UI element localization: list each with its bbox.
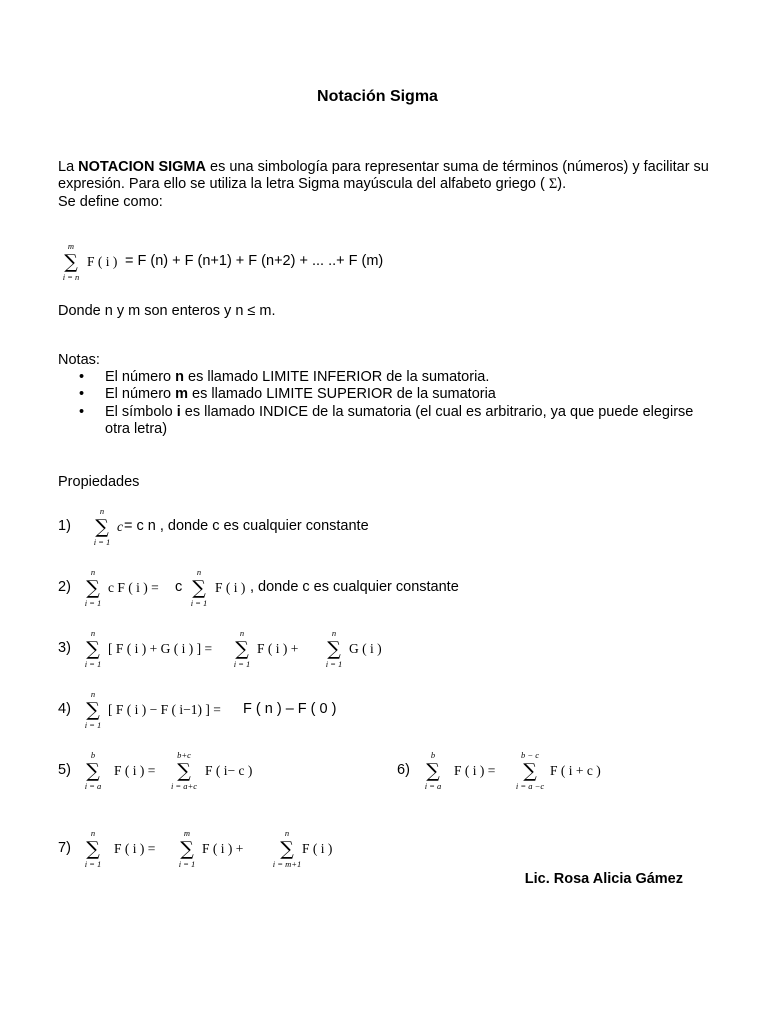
definition-rhs: = F (n) + F (n+1) + F (n+2) + ... ..+ F (m) bbox=[125, 253, 384, 269]
property-term: F ( i ) + bbox=[202, 841, 244, 856]
property-term: [ F ( i ) + G ( i ) ] = bbox=[108, 641, 213, 656]
property-term: G ( i ) bbox=[349, 641, 382, 656]
constant-c: c bbox=[175, 579, 183, 595]
sigma-operator: n ∑ i = 1 bbox=[233, 628, 251, 669]
property-number: 2) bbox=[58, 579, 71, 595]
condition-text: Donde n y m son enteros y n ≤ m. bbox=[58, 303, 276, 319]
definition-lhs: F ( i ) bbox=[87, 254, 118, 269]
author-signature: Lic. Rosa Alicia Gámez bbox=[524, 871, 683, 887]
intro-text-start: La bbox=[58, 159, 79, 175]
intro-define-line: Se define como: bbox=[58, 193, 163, 210]
list-item: • El número m es llamado LIMITE SUPERIOR de la sumatoria bbox=[58, 386, 698, 403]
property-term: F ( i ) bbox=[302, 841, 333, 856]
property-number: 7) bbox=[58, 840, 71, 856]
sigma-operator: b ∑ i = a bbox=[84, 750, 102, 791]
intro-bold-term: NOTACION SIGMA bbox=[78, 159, 206, 175]
properties-heading: Propiedades bbox=[58, 474, 140, 490]
property-term: F ( i− c ) bbox=[205, 763, 253, 778]
property-number: 1) bbox=[58, 518, 71, 534]
property-number: 6) bbox=[397, 762, 410, 778]
intro-text-middle: es una simbología para representar suma de términos (números) y facilitar su expresión. Para ello se utiliza la letra Sigma mayúscula del alfabeto griego ( bbox=[58, 159, 709, 193]
property-text: , donde c es cualquier constante bbox=[250, 579, 459, 595]
sigma-operator: m ∑ i = n bbox=[58, 253, 84, 272]
notes-heading: Notas: bbox=[58, 352, 100, 368]
property-term: [ F ( i ) − F ( i−1) ] = bbox=[108, 702, 221, 717]
sigma-operator: m ∑ i = 1 bbox=[178, 828, 196, 869]
list-item: • El número n es llamado LIMITE INFERIOR de la sumatoria. bbox=[58, 369, 698, 386]
sigma-operator: b − c ∑ i = a −c bbox=[515, 750, 545, 791]
sigma-operator: b+c ∑ i = a+c bbox=[170, 750, 198, 791]
sigma-operator: n ∑ i = 1 bbox=[84, 689, 102, 730]
property-term: c F ( i ) = bbox=[108, 580, 159, 595]
property-number: 5) bbox=[58, 762, 71, 778]
property-rhs: F ( n ) – F ( 0 ) bbox=[243, 701, 337, 717]
property-number: 4) bbox=[58, 701, 71, 717]
list-item: • El símbolo i es llamado INDICE de la sumatoria (el cual es arbitrario, ya que puede elegirse otra letra) bbox=[58, 404, 698, 439]
sigma-symbol-inline: Σ bbox=[548, 176, 558, 193]
sigma-operator: n ∑ i = 1 bbox=[84, 567, 102, 608]
sigma-operator: n ∑ i = 1 bbox=[84, 828, 102, 869]
property-term: c bbox=[117, 519, 123, 534]
property-term: F ( i ) = bbox=[114, 763, 156, 778]
property-term: F ( i + c ) bbox=[550, 763, 601, 778]
sigma-operator: n ∑ i = 1 bbox=[84, 628, 102, 669]
sigma-operator: n ∑ i = 1 bbox=[325, 628, 343, 669]
property-term: F ( i ) = bbox=[454, 763, 496, 778]
page-title: Notación Sigma bbox=[317, 88, 438, 105]
sigma-operator: n ∑ i = 1 bbox=[93, 506, 111, 547]
property-term: F ( i ) = bbox=[114, 841, 156, 856]
sigma-operator: n ∑ i = m+1 bbox=[272, 828, 302, 869]
property-number: 3) bbox=[58, 640, 71, 656]
property-rhs: = c n , donde c es cualquier constante bbox=[124, 518, 369, 534]
lower-limit: i = n bbox=[62, 272, 80, 282]
notes-list bbox=[58, 369, 698, 439]
property-term: F ( i ) + bbox=[257, 641, 299, 656]
sigma-operator: n ∑ i = 1 bbox=[190, 567, 208, 608]
sigma-operator: b ∑ i = a bbox=[424, 750, 442, 791]
intro-paragraph bbox=[58, 159, 718, 211]
upper-limit: m bbox=[67, 241, 75, 251]
intro-text-end: ). bbox=[557, 176, 567, 193]
property-term: F ( i ) bbox=[215, 580, 246, 595]
